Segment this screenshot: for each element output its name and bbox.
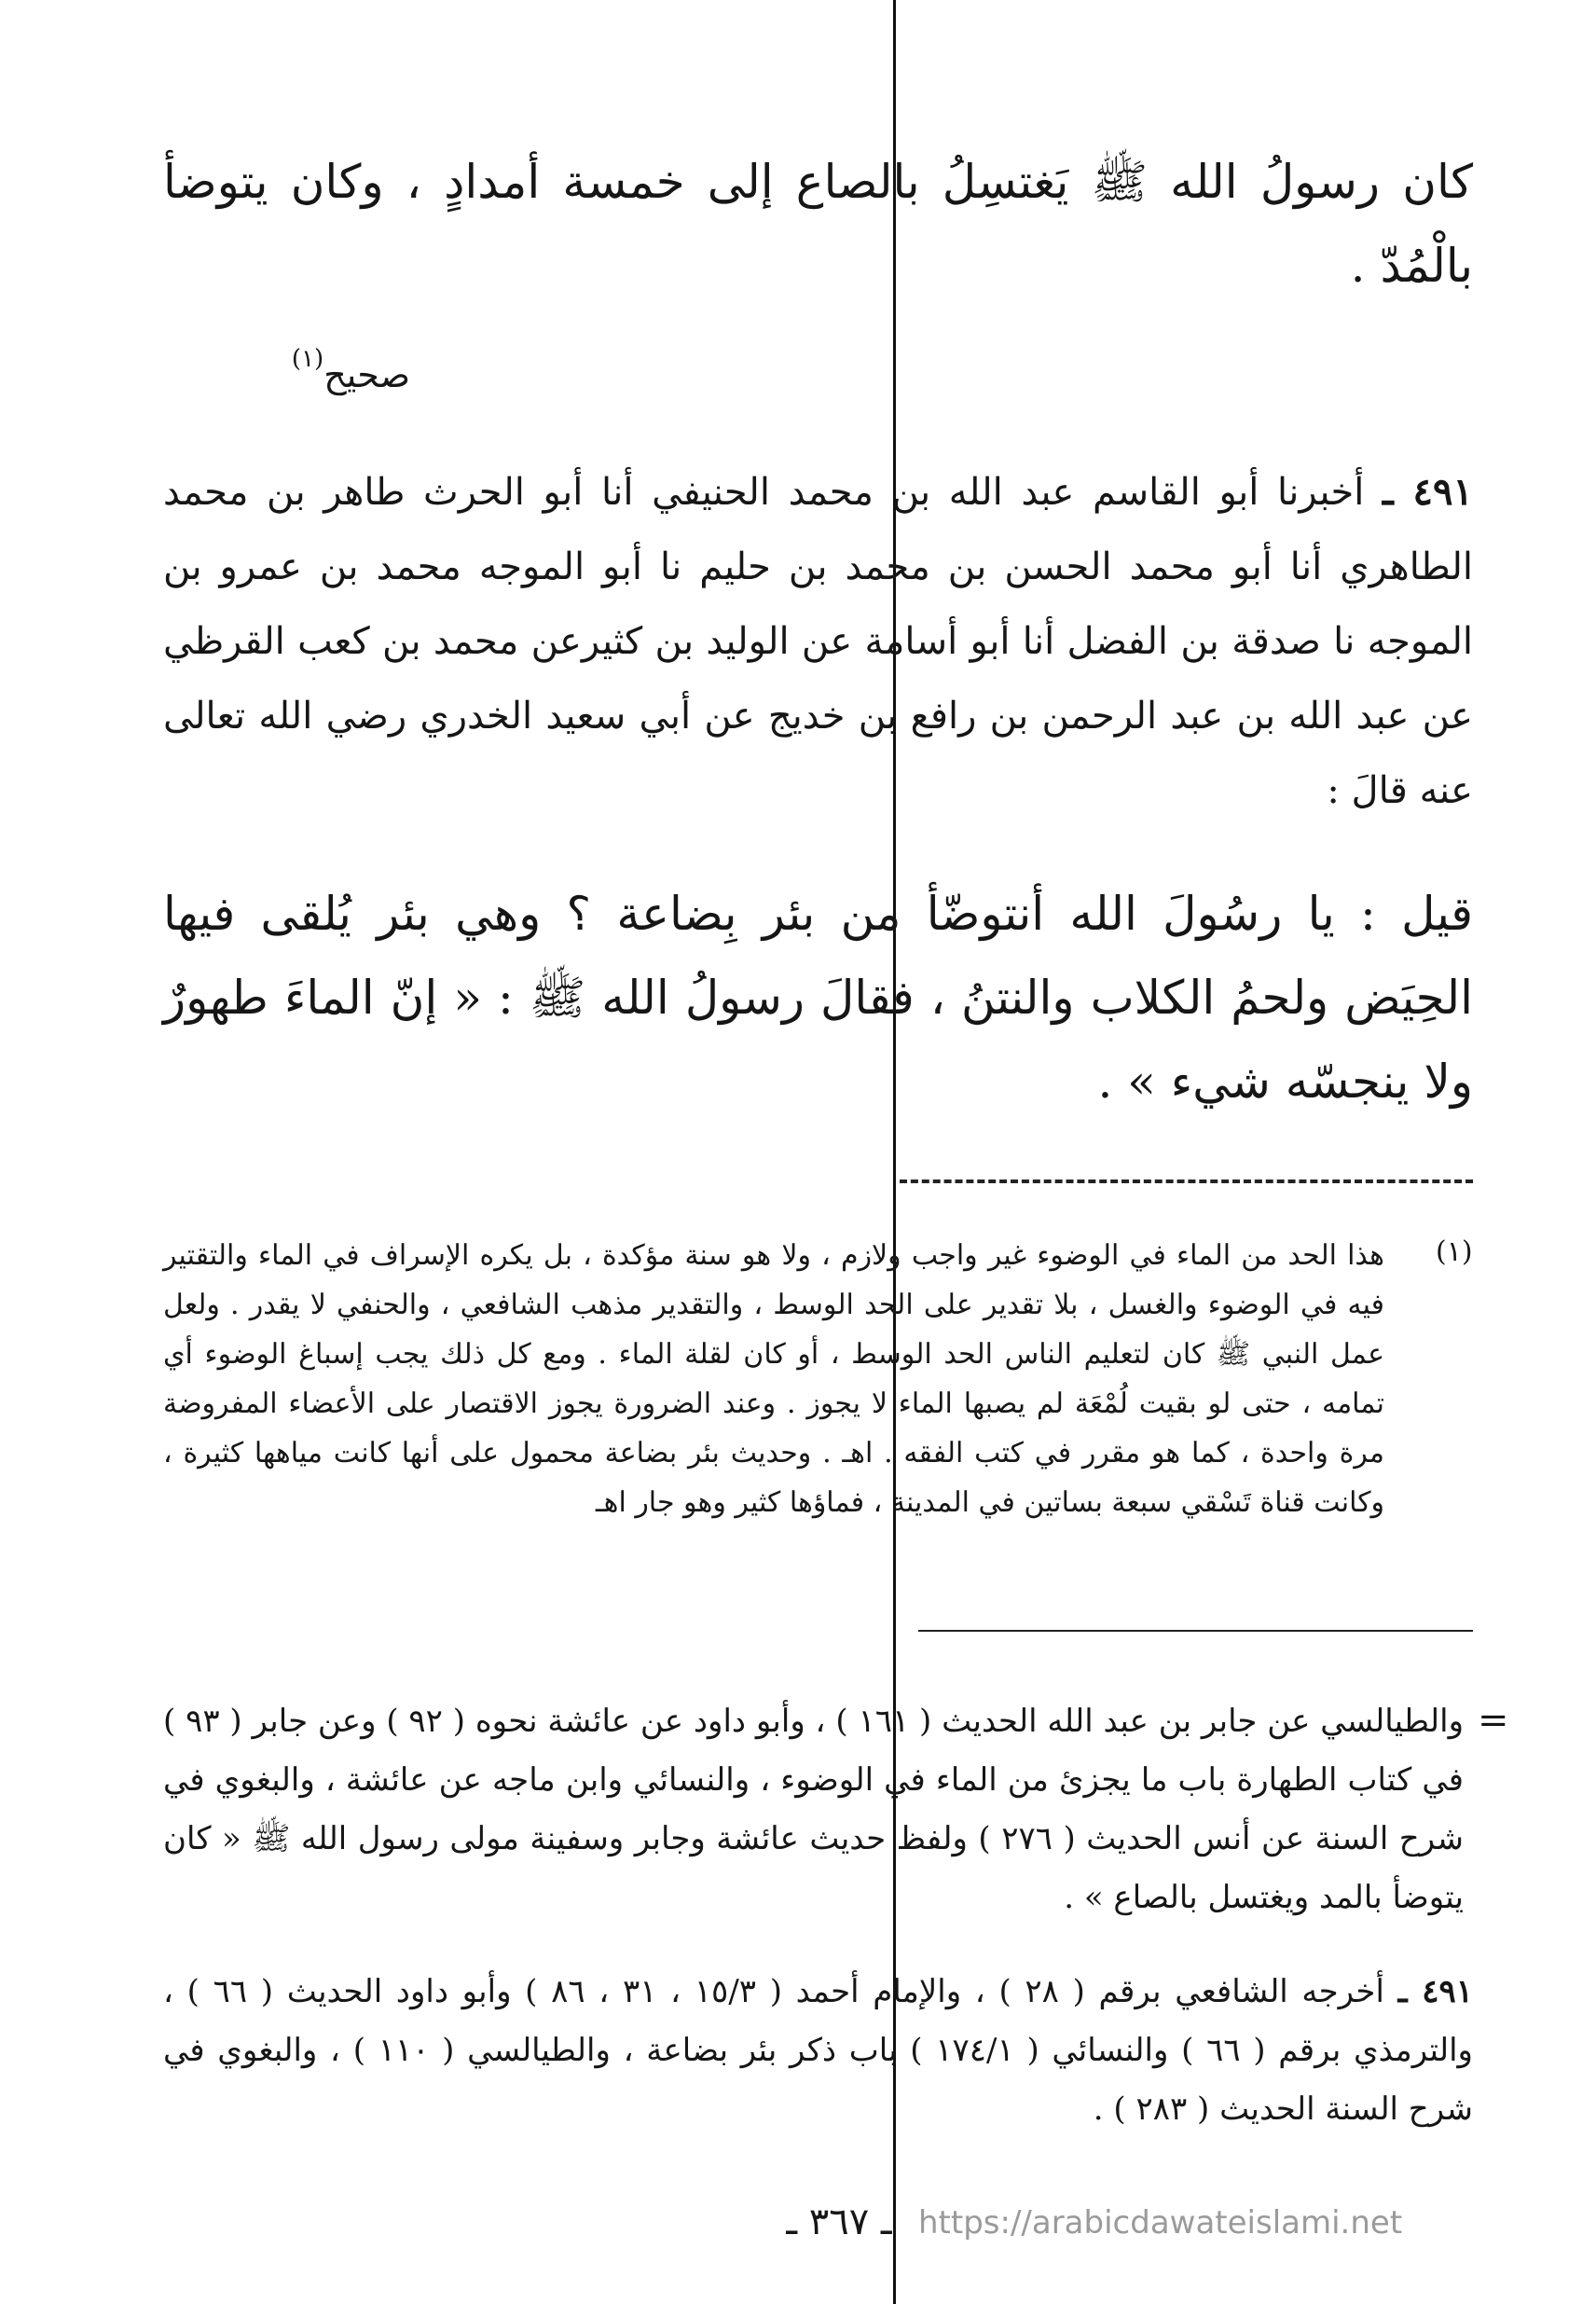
- reference-491-number: ٤٩١ ـ: [1397, 1973, 1474, 2010]
- reference-491-text: أخرجه الشافعي برقم ( ٢٨ ) ، والإمام أحمد ( ١٥/٣ ، ٣١ ، ٨٦ ) وأبو داود الحديث ( ٦٦ ) ، والترمذي برقم ( ٦٦ ) والنسائي ( ١٧٤/١ ) باب ذكر بئر بضاعة ، والطيالسي ( ١١٠ ) ، والبغوي في شرح السنة الحديث ( ٢٨٣ ) .: [163, 1973, 1473, 2128]
- hadith-490-grade: صحيح: [323, 354, 410, 395]
- footnote-marker: (١): [1436, 1235, 1473, 1268]
- footnote-text: هذا الحد من الماء في الوضوء غير واجب ولازم ، ولا هو سنة مؤكدة ، بل يكره الإسراف في الماء والتقتير فيه في الوضوء والغسل ، بلا تقدير على الحد الوسط ، والتقدير مذهب الشافعي ، والحنفي لا يقدر . ولعل عمل النبي ﷺ كان لتعليم الناس الحد الوسط ، أو كان لقلة الماء . ومع كل ذلك يجب إسباغ الوضوء أي تمامه ، حتى لو بقيت لُمْعَة لم يصبها الماء لا يجوز . وعند الضرورة يجوز الاقتصار على الأعضاء المفروضة مرة واحدة ، كما هو مقرر في كتب الفقه . اهـ . وحديث بئر بضاعة محمول على أنها كانت مياهها كثيرة ، وكانت قناة تَسْقي سبعة بساتين في المدينة ، فماؤها كثير وهو جار اهـ: [163, 1239, 1384, 1519]
- reference-separator: [918, 1630, 1473, 1632]
- hadith-490-grade-line: [163, 347, 1473, 407]
- continuation-mark: =: [1478, 1699, 1509, 1742]
- footnote-separator: [900, 1180, 1473, 1183]
- watermark-url: https://arabicdawateislami.net: [918, 2204, 1403, 2242]
- hadith-491-isnad: أخبرنا أبو القاسم عبد الله بن محمد الحنيفي أنا أبو الحرث طاهر بن محمد الطاهري أنا أبو محمد الحسن بن محمد بن حليم نا أبو الموجه محمد بن عمرو بن الموجه نا صدقة بن الفضل أنا أبو أسامة عن الوليد بن كثيرعن محمد بن كعب القرظي عن عبد الله بن عبد الرحمن بن رافع بن خديج عن أبي سعيد الخدري رضي الله تعالى عنه قالَ :: [163, 471, 1473, 812]
- grade-footnote-ref: (١): [291, 345, 324, 373]
- reference-491-paragraph: [163, 1963, 1473, 2139]
- page-number: ـ ٣٦٧ ـ: [786, 2201, 892, 2243]
- hadith-491-isnad-paragraph: [163, 455, 1473, 828]
- hadith-490-text: كان رسولُ الله ﷺ يَغتسِلُ بالصاع إلى خمسة أمدادٍ ، وكان يتوضأ بالْمُدّ .: [163, 155, 1473, 293]
- scan-fold-line: [893, 0, 896, 2304]
- hadith-491-text: قيل : يا رسُولَ الله أنتوضّأ من بئر بِضاعة ؟ وهي بئر يُلقى فيها الحِيَض ولحمُ الكلاب والنتنُ ، فقالَ رسولُ الله ﷺ : « إنّ الماءَ طهورٌ ولا ينجسّه شيء » .: [163, 887, 1473, 1109]
- hadith-491-number: ٤٩١ ـ: [1382, 470, 1473, 514]
- reference-490-text: والطيالسي عن جابر بن عبد الله الحديث ( ١٦١ ) ، وأبو داود عن عائشة نحوه ( ٩٢ ) وعن جابر ( ٩٣ ) في كتاب الطهارة باب ما يجزئ من الماء في الوضوء ، والنسائي وابن ماجه عن عائشة ، والبغوي في شرح السنة عن أنس الحديث ( ٢٧٦ ) ولفظ حديث عائشة وجابر وسفينة مولى رسول الله ﷺ « كان يتوضأ بالمد ويغتسل بالصاع » .: [163, 1703, 1465, 1916]
